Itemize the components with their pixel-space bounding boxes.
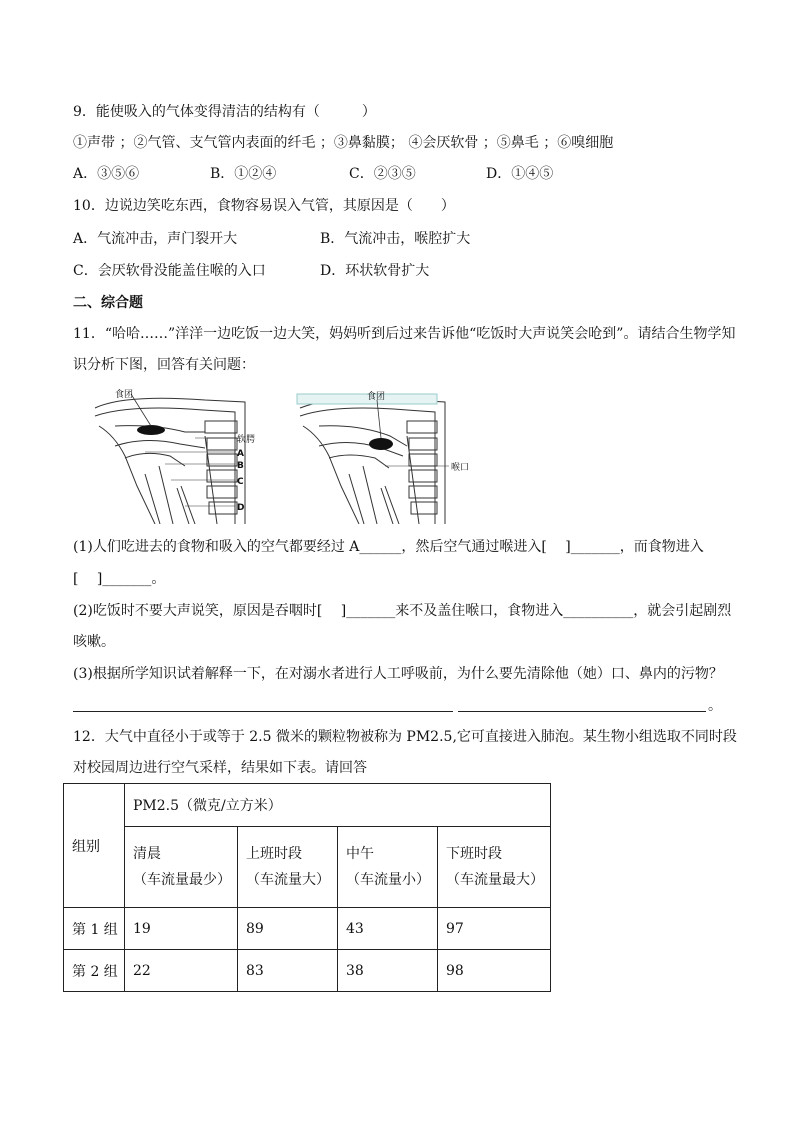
column-header	[338, 827, 438, 908]
column-header	[438, 827, 551, 908]
answer-blank-1	[73, 711, 453, 712]
table-cell: 89	[238, 908, 338, 950]
q10-choice-a: A．气流冲击，声门裂开大	[73, 231, 238, 247]
column-period: 下班时段	[446, 846, 502, 862]
label-soft-palate: 软腭	[237, 435, 256, 445]
column-header	[125, 827, 238, 908]
column-header	[238, 827, 338, 908]
row-group: 第 1 组	[64, 908, 125, 950]
q9-options: ①声带 ；②气管、支气管内表面的纤毛 ；③鼻黏膜； ④会厌软骨 ；⑤鼻毛 ；⑥嗅细胞	[73, 135, 614, 151]
table-cell: 22	[125, 950, 238, 992]
column-period: 上班时段	[246, 846, 302, 862]
label-a: A	[237, 449, 244, 459]
label-d: D	[237, 503, 245, 513]
right-anatomy-diagram	[297, 394, 445, 524]
q11-sub1-line2: [ ]_______。	[73, 571, 166, 587]
q9-stem: 9．能使吸入的气体变得清洁的结构有（ ）	[73, 104, 376, 120]
label-c: C	[237, 477, 244, 487]
section-title: 二、综合题	[73, 295, 143, 311]
throat-anatomy-figure	[85, 386, 485, 524]
left-anatomy-diagram	[95, 398, 245, 524]
q10-stem: 10．边说边笑吃东西，食物容易误入气管，其原因是（ ）	[73, 198, 455, 214]
label-food-right: 食团	[367, 392, 386, 402]
food-bolus-left	[137, 425, 165, 435]
q10-choice-b: B．气流冲击，喉腔扩大	[320, 231, 471, 247]
food-bolus-right	[369, 438, 393, 450]
q10-choice-c: C．会厌软骨没能盖住喉的入口	[73, 263, 266, 279]
q9-choice-c: C．②③⑤	[349, 166, 416, 182]
q11-sub3-line1: (3)根据所学知识试着解释一下，在对溺水者进行人工呼吸前，为什么要先清除他（她）口、鼻内的污物？	[73, 666, 723, 682]
q11-sub2-line1: (2)吃饭时不要大声说笑，原因是吞咽时[ ]_______来不及盖住喉口，食物进入__________，就会引起剧烈	[73, 603, 732, 619]
column-note: （车流量最少）	[133, 872, 231, 888]
table-cell: 19	[125, 908, 238, 950]
column-note: （车流量最大）	[446, 872, 544, 888]
q11-sub1-line1: (1)人们吃进去的食物和吸入的空气都要经过 A______，然后空气通过喉进入[ ]_______，而食物进入	[73, 539, 704, 555]
group-header: 组别	[64, 784, 125, 908]
table-row	[64, 950, 551, 992]
label-throat-opening: 喉口	[451, 463, 470, 473]
column-period: 中午	[346, 846, 374, 862]
q11-stem-line2: 识分析下图，回答有关问题：	[73, 357, 255, 373]
q11-stem-line1: 11．“哈哈……”洋洋一边吃饭一边大笑，妈妈听到后过来告诉他“吃饭时大声说笑会呛到”。请结合生物学知	[73, 326, 736, 342]
q10-choice-d: D．环状软骨扩大	[320, 263, 430, 279]
column-note: （车流量小）	[346, 872, 430, 888]
q11-sub2-line2: 咳嗽。	[73, 634, 115, 650]
table-cell: 97	[438, 908, 551, 950]
row-group: 第 2 组	[64, 950, 125, 992]
q11-sub3-end: 。	[708, 698, 722, 714]
pm25-table	[63, 783, 551, 992]
column-note: （车流量大）	[246, 872, 330, 888]
answer-blank-2	[458, 711, 706, 712]
table-cell: 83	[238, 950, 338, 992]
q12-stem-line2: 对校园周边进行空气采样，结果如下表。请回答	[73, 760, 367, 776]
q9-choice-b: B．①②④	[210, 166, 277, 182]
column-period: 清晨	[133, 846, 161, 862]
table-row	[64, 908, 551, 950]
table-cell: 43	[338, 908, 438, 950]
pm25-header: PM2.5（微克/立方米）	[125, 784, 551, 827]
q12-stem-line1: 12．大气中直径小于或等于 2.5 微米的颗粒物被称为 PM2.5,它可直接进入肺泡。某生物小组选取不同时段	[73, 729, 737, 745]
label-b: B	[237, 461, 244, 471]
table-cell: 38	[338, 950, 438, 992]
q9-choice-a: A．③⑤⑥	[73, 166, 140, 182]
q9-choice-d: D．①④⑤	[486, 166, 554, 182]
table-cell: 98	[438, 950, 551, 992]
label-food-left: 食团	[115, 390, 134, 400]
